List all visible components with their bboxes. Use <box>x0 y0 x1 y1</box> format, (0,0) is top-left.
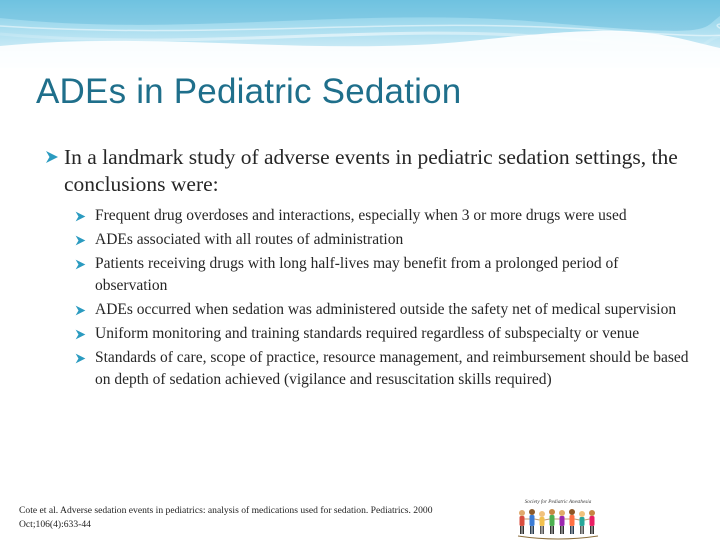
arrowhead-bullet-icon <box>74 304 87 317</box>
list-item <box>74 253 694 297</box>
list-item <box>74 205 694 227</box>
list-item <box>74 323 694 345</box>
citation-line: Cote et al. Adverse sedation events in pediatrics: analysis of medications used for sedation. Pediatrics. 2000 <box>19 505 433 516</box>
arrowhead-bullet-icon <box>74 328 87 341</box>
arrowhead-bullet-icon <box>74 352 87 365</box>
header-band <box>0 0 720 68</box>
arrowhead-bullet-icon <box>74 258 87 271</box>
children-figures-logo <box>512 496 604 540</box>
conclusion-text: Standards of care, scope of practice, resource management, and reimbursement should be based on depth of sedation achieved (vigilance and resuscitation skills required) <box>95 349 689 388</box>
conclusion-text: ADEs occurred when sedation was administered outside the safety net of medical supervision <box>95 301 677 318</box>
citation <box>19 504 489 532</box>
logo-text: Society for Pediatric Anesthesia <box>524 499 592 505</box>
list-item <box>74 299 694 321</box>
citation-line: Oct;106(4):633-44 <box>19 519 91 530</box>
conclusion-text: Uniform monitoring and training standards required regardless of subspecialty or venue <box>95 325 640 342</box>
content-area <box>44 144 694 393</box>
intro-text: In a landmark study of adverse events in pediatric sedation settings, the conclusions were: <box>64 145 678 196</box>
list-item <box>74 229 694 251</box>
arrowhead-bullet-icon <box>74 234 87 247</box>
intro-bullet <box>44 144 694 198</box>
arrowhead-bullet-icon <box>74 210 87 223</box>
arrowhead-bullet-icon <box>44 149 60 165</box>
conclusions-list <box>74 205 694 391</box>
list-item <box>74 347 694 391</box>
slide-title: ADEs in Pediatric Sedation <box>36 72 462 111</box>
conclusion-text: Frequent drug overdoses and interactions, especially when 3 or more drugs were used <box>95 207 627 224</box>
conclusion-text: Patients receiving drugs with long half-lives may benefit from a prolonged period of observation <box>95 255 619 294</box>
conclusion-text: ADEs associated with all routes of administration <box>95 231 404 248</box>
